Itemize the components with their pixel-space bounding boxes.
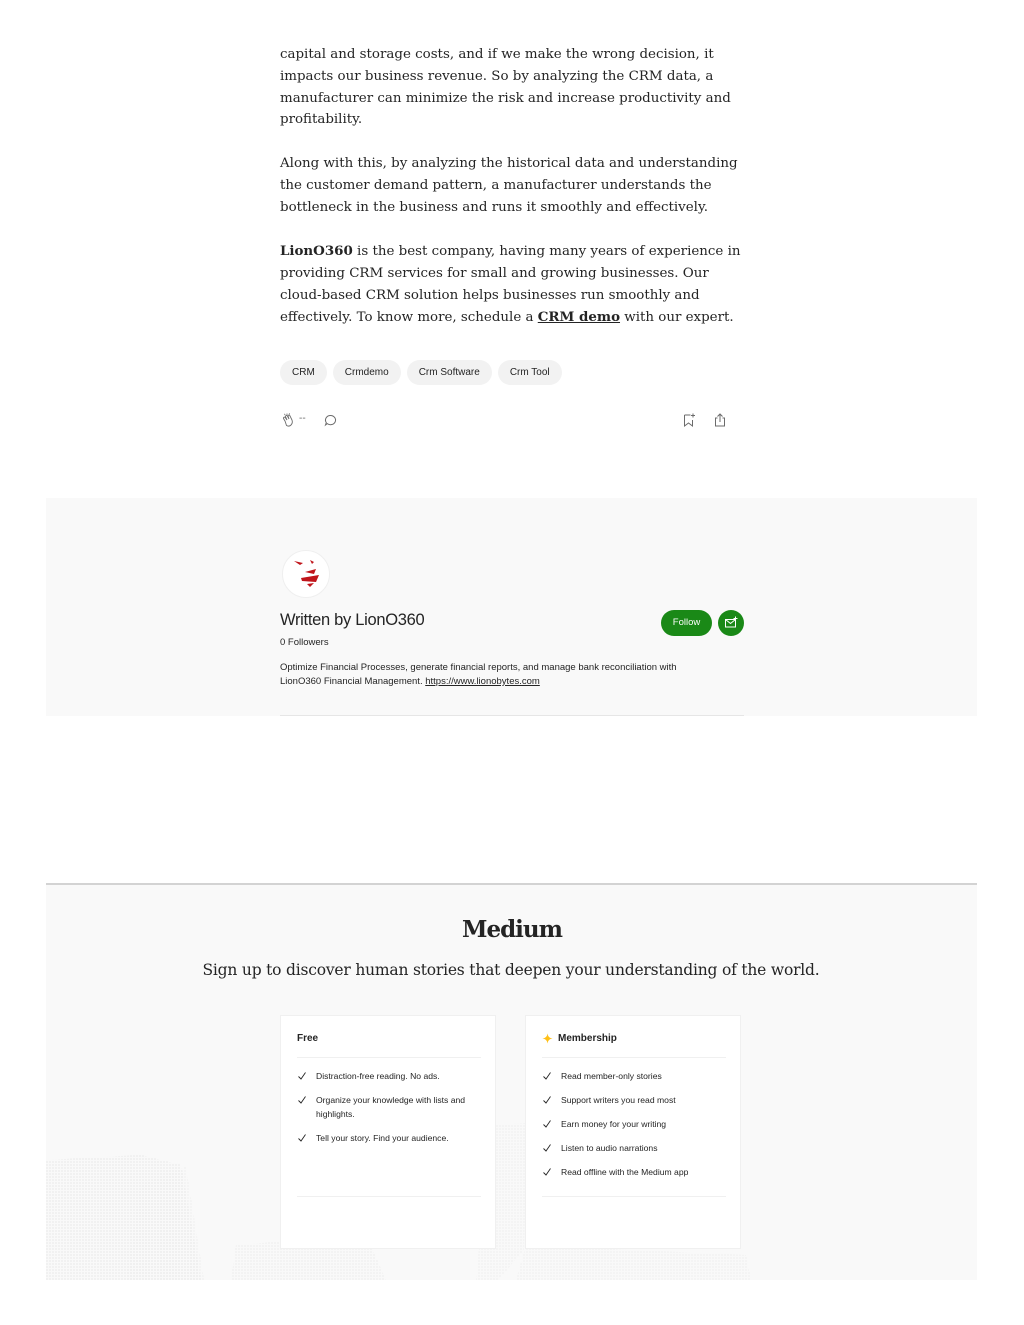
- feature-text: Read member-only stories: [561, 1071, 662, 1081]
- check-icon: [297, 1133, 307, 1143]
- card-divider: [297, 1196, 481, 1197]
- check-icon: [297, 1071, 307, 1081]
- follower-count[interactable]: 0 Followers: [280, 637, 329, 648]
- card-divider: [297, 1057, 481, 1058]
- article-paragraph: Along with this, by analyzing the historical data and understanding the customer demand pattern, a manufacturer understands the bottleneck in the business and runs it smoothly and effectively.: [280, 156, 738, 216]
- author-bio-text: Optimize Financial Processes, generate financial reports, and manage bank reconciliation with LionO360 Financial Management.: [280, 662, 677, 687]
- tag-crm-tool[interactable]: Crm Tool: [498, 360, 562, 385]
- author-website-link[interactable]: https://www.lionobytes.com: [425, 676, 540, 687]
- clap-count: --: [299, 413, 306, 424]
- feature-text: Tell your story. Find your audience.: [316, 1132, 449, 1143]
- feature-item: [297, 1132, 487, 1146]
- free-plan-features: [297, 1070, 487, 1156]
- feature-text: Organize your knowledge with lists and highlights.: [316, 1095, 466, 1119]
- response-icon[interactable]: [323, 413, 338, 428]
- feature-item: [542, 1094, 732, 1108]
- bookmark-icon[interactable]: [681, 412, 697, 428]
- article-body: [280, 44, 750, 351]
- company-name: LionO360: [280, 243, 353, 260]
- tag-crmdemo[interactable]: Crmdemo: [333, 360, 401, 385]
- check-icon: [542, 1071, 552, 1081]
- avatar[interactable]: [282, 550, 330, 598]
- tag-crm-software[interactable]: Crm Software: [407, 360, 492, 385]
- author-logo-icon: [283, 551, 329, 597]
- feature-item: [542, 1166, 732, 1180]
- membership-plan-title: Membership: [558, 1033, 617, 1044]
- feature-text: Earn money for your writing: [561, 1119, 667, 1129]
- crm-demo-link[interactable]: CRM demo: [537, 308, 621, 325]
- free-plan-title: Free: [297, 1033, 319, 1044]
- feature-item: [542, 1118, 732, 1132]
- feature-item: [542, 1070, 732, 1084]
- article-text: with our expert.: [620, 309, 734, 325]
- feature-text: Support writers you read most: [561, 1095, 676, 1105]
- article-text: is the best company, having many years of experience in providing CRM services for small and growing businesses. Our cloud-based CRM solution helps businesses run smoothly and effectively. To know more, schedule a: [280, 244, 741, 325]
- medium-logo[interactable]: Medium: [462, 916, 562, 943]
- feature-item: [297, 1070, 487, 1084]
- check-icon: [542, 1119, 552, 1129]
- tag-crm[interactable]: CRM: [280, 360, 327, 385]
- feature-text: Distraction-free reading. No ads.: [316, 1071, 440, 1081]
- divider: [280, 715, 744, 716]
- decorative-background-shapes: [46, 885, 977, 1280]
- subscribe-button[interactable]: [718, 610, 744, 636]
- check-icon: [297, 1095, 307, 1105]
- feature-item: [297, 1094, 487, 1121]
- author-bio: [280, 661, 680, 689]
- free-plan-card[interactable]: [280, 1015, 496, 1249]
- feature-text: Listen to audio narrations: [561, 1143, 658, 1153]
- share-icon[interactable]: [712, 412, 728, 428]
- article-paragraph: [280, 241, 750, 328]
- email-subscribe-icon: [718, 610, 744, 636]
- card-divider: [542, 1196, 726, 1197]
- star-icon: [542, 1033, 553, 1044]
- tag-list: [280, 360, 562, 385]
- membership-plan-features: [542, 1070, 732, 1190]
- check-icon: [542, 1095, 552, 1105]
- check-icon: [542, 1167, 552, 1177]
- author-heading[interactable]: Written by LionO360: [280, 611, 425, 629]
- article-paragraph: capital and storage costs, and if we make the wrong decision, it impacts our business revenue. So by analyzing the CRM data, a manufacturer can minimize the risk and increase productivity and profitability.: [280, 47, 731, 128]
- signup-tagline: Sign up to discover human stories that deepen your understanding of the world.: [202, 961, 820, 979]
- feature-text: Read offline with the Medium app: [561, 1167, 689, 1177]
- card-divider: [542, 1057, 726, 1058]
- clap-icon[interactable]: [280, 412, 296, 428]
- check-icon: [542, 1143, 552, 1153]
- membership-plan-card[interactable]: [525, 1015, 741, 1249]
- feature-item: [542, 1142, 732, 1156]
- follow-button[interactable]: Follow: [661, 610, 712, 636]
